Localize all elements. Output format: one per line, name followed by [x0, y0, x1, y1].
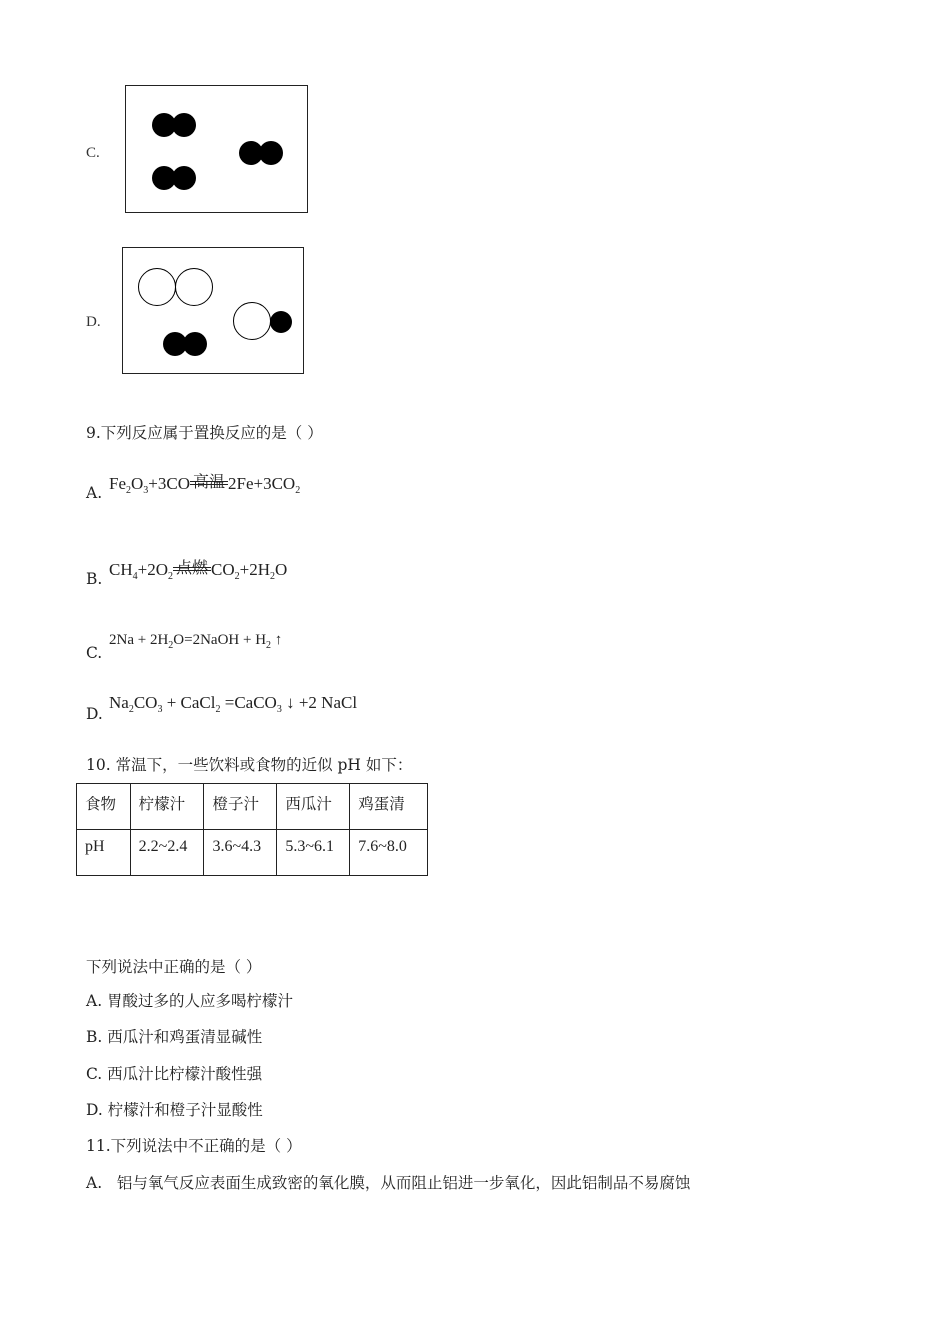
table-header-cell: 食物 — [77, 784, 131, 830]
q9-option-d-equation: $Na_2CO_3$ + CaCl$_2$ =CaCO$_3$ ↓ +2 NaCl — [109, 693, 358, 715]
q9-option-c-equation: $2Na + 2H_2O=2NaOH + H_2$ ↑ — [109, 632, 283, 651]
table-header-cell: 西瓜汁 — [277, 784, 350, 830]
q9-option-a-equation: $Fe_2O_3+3CO$ 高温 $2Fe+3CO_2$ — [109, 474, 300, 496]
option-c-diagram — [125, 85, 308, 213]
black-atom — [270, 311, 292, 333]
table-header-cell: 鸡蛋清 — [350, 784, 428, 830]
q11-option-a: A. 铝与氧气反应表面生成致密的氧化膜，从而阻止铝进一步氧化，因此铝制品不易腐蚀 — [86, 1174, 691, 1192]
reaction-condition: 点燃 — [175, 560, 209, 577]
table-header-cell: 橙子汁 — [204, 784, 277, 830]
white-atom — [138, 268, 176, 306]
table-cell: 7.6~8.0 — [350, 830, 428, 876]
white-atom — [175, 268, 213, 306]
black-atom — [172, 113, 196, 137]
option-c-label: C. — [86, 145, 100, 161]
white-atom — [233, 302, 271, 340]
table-cell: 5.3~6.1 — [277, 830, 350, 876]
question-11-stem: 11.下列说法中不正确的是（ ） — [86, 1137, 302, 1155]
q10-option-b: B. 西瓜汁和鸡蛋清显碱性 — [86, 1028, 263, 1046]
table-header-cell: 柠檬汁 — [130, 784, 204, 830]
table-cell: 2.2~2.4 — [130, 830, 204, 876]
q9-option-c-label: C. — [86, 644, 103, 662]
ph-table — [76, 783, 428, 876]
q9-option-d-label: D. — [86, 705, 103, 723]
black-atom — [183, 332, 207, 356]
q10-option-a: A. 胃酸过多的人应多喝柠檬汁 — [86, 992, 294, 1010]
q9-option-b-equation: $CH_4+2O_2$ 点燃 $CO_2+2H_2O$ — [109, 560, 287, 582]
black-atom — [259, 141, 283, 165]
question-10-stem: 10. 常温下，一些饮料或食物的近似 pH 如下： — [86, 756, 413, 774]
table-cell: 3.6~4.3 — [204, 830, 277, 876]
q10-option-c: C. 西瓜汁比柠檬汁酸性强 — [86, 1065, 263, 1083]
question-9-stem: 9.下列反应属于置换反应的是（ ） — [86, 424, 323, 442]
reaction-condition: 高温 — [192, 474, 225, 491]
table-header-row — [77, 784, 428, 830]
q10-option-d: D. 柠檬汁和橙子汁显酸性 — [86, 1101, 263, 1119]
option-d-diagram — [122, 247, 304, 374]
table-cell: pH — [77, 830, 131, 876]
option-d-label: D. — [86, 314, 101, 330]
black-atom — [172, 166, 196, 190]
table-row — [77, 830, 428, 876]
q9-option-b-label: B. — [86, 570, 103, 588]
q9-option-a-label: A. — [86, 484, 103, 502]
question-10-sub-stem: 下列说法中正确的是（ ） — [86, 958, 262, 976]
